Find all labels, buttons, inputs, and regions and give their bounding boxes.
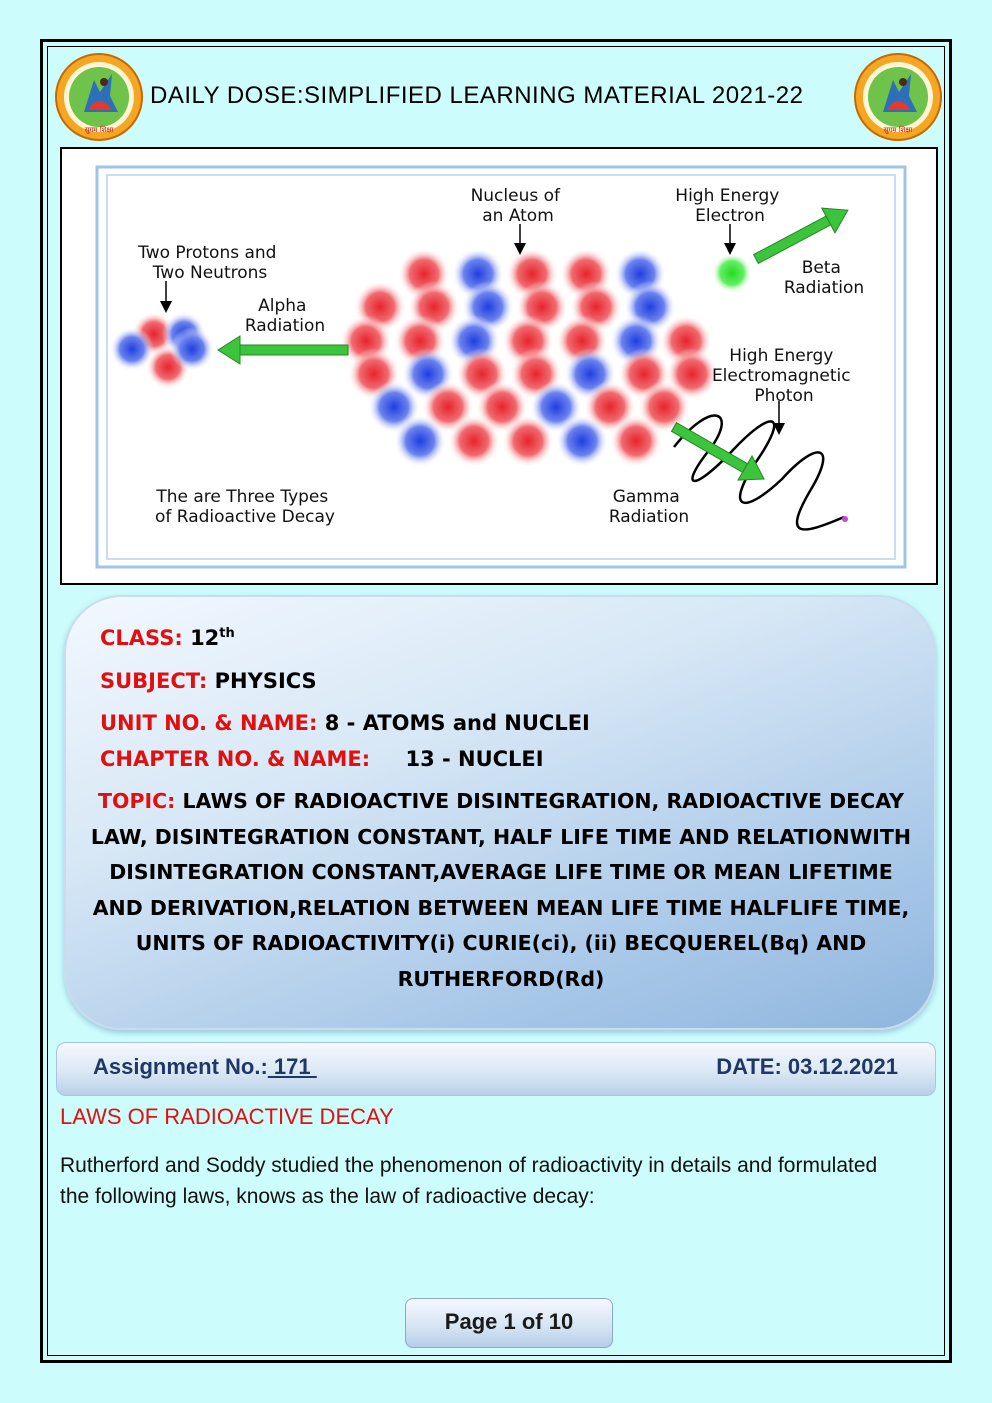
chapter-label: CHAPTER NO. & NAME: [100, 747, 371, 771]
topic-block [90, 784, 912, 997]
unit-value: 8 - ATOMS and NUCLEI [324, 711, 590, 735]
photon-label: High Energy Electromagnetic Photon [711, 346, 851, 406]
decay-diagram [62, 149, 936, 583]
class-superscript: th [219, 626, 235, 641]
subject-label: SUBJECT: [100, 669, 208, 693]
assignment-date: DATE: 03.12.2021 [716, 1054, 898, 1079]
three-types-label: The are Three Types of Radioactive Decay [154, 487, 336, 527]
school-logo-left-icon [54, 52, 144, 142]
assignment-value: 171 [267, 1054, 317, 1079]
subject-line [100, 669, 317, 693]
class-value: 12 [190, 626, 220, 650]
page-number-indicator: Page 1 of 10 [405, 1298, 613, 1348]
topic-value: LAWS OF RADIOACTIVE DISINTEGRATION, RADIOACTIVE DECAY LAW, DISINTEGRATION CONSTANT, HALF LIFE TIME AND RELATIONWITH DISINTEGRATION CONSTANT,AVERAGE LIFE TIME OR MEAN LIFETIME AND DERIVATION,RELATION BETWEEN MEAN LIFE TIME HALFLIFE TIME, UNITS OF RADIOACTIVITY(i) CURIE(ci), (ii) BECQUEREL(Bq) AND RUTHERFORD(Rd) [90, 789, 912, 991]
class-line [100, 626, 235, 650]
topic-label: TOPIC: [98, 789, 176, 813]
neutron-sphere [394, 415, 446, 467]
chapter-line [100, 747, 544, 771]
chapter-value: 13 - NUCLEI [405, 747, 544, 771]
assignment-number [93, 1054, 317, 1080]
assignment-label: Assignment No.: [93, 1054, 268, 1079]
electron-icon [712, 253, 752, 293]
beta-radiation-label: Beta Radiation [783, 258, 865, 298]
section-body-text: Rutherford and Soddy studied the phenomenon of radioactivity in details and formulated the following laws, knows as the law of radioactive decay: [60, 1154, 878, 1208]
class-label: CLASS: [100, 626, 183, 650]
radioactive-decay-figure [60, 147, 938, 585]
protons-neutrons-label: Two Protons and Two Neutrons [138, 243, 277, 283]
logo-caption: सुगम शिक्षा [84, 126, 114, 134]
unit-line [100, 711, 590, 735]
alpha-radiation-label: Alpha Radiation [244, 296, 326, 336]
logo-caption: सुगम शिक्षा [883, 126, 913, 134]
proton-sphere [502, 415, 554, 467]
document-title: DAILY DOSE:SIMPLIFIED LEARNING MATERIAL 2021-22 [150, 82, 804, 109]
gamma-radiation-label: Gamma Radiation [608, 487, 690, 527]
nucleus-label: Nucleus of an Atom [470, 186, 561, 226]
school-logo-right-icon [853, 52, 943, 142]
section-heading: LAWS OF RADIOACTIVE DECAY [60, 1104, 394, 1129]
neutron-sphere [556, 415, 608, 467]
electron-label: High Energy Electron [675, 186, 780, 226]
proton-sphere [610, 415, 662, 467]
unit-label: UNIT NO. & NAME: [100, 711, 318, 735]
proton-sphere [448, 415, 500, 467]
subject-value: PHYSICS [214, 669, 317, 693]
neutron-sphere [170, 327, 214, 371]
